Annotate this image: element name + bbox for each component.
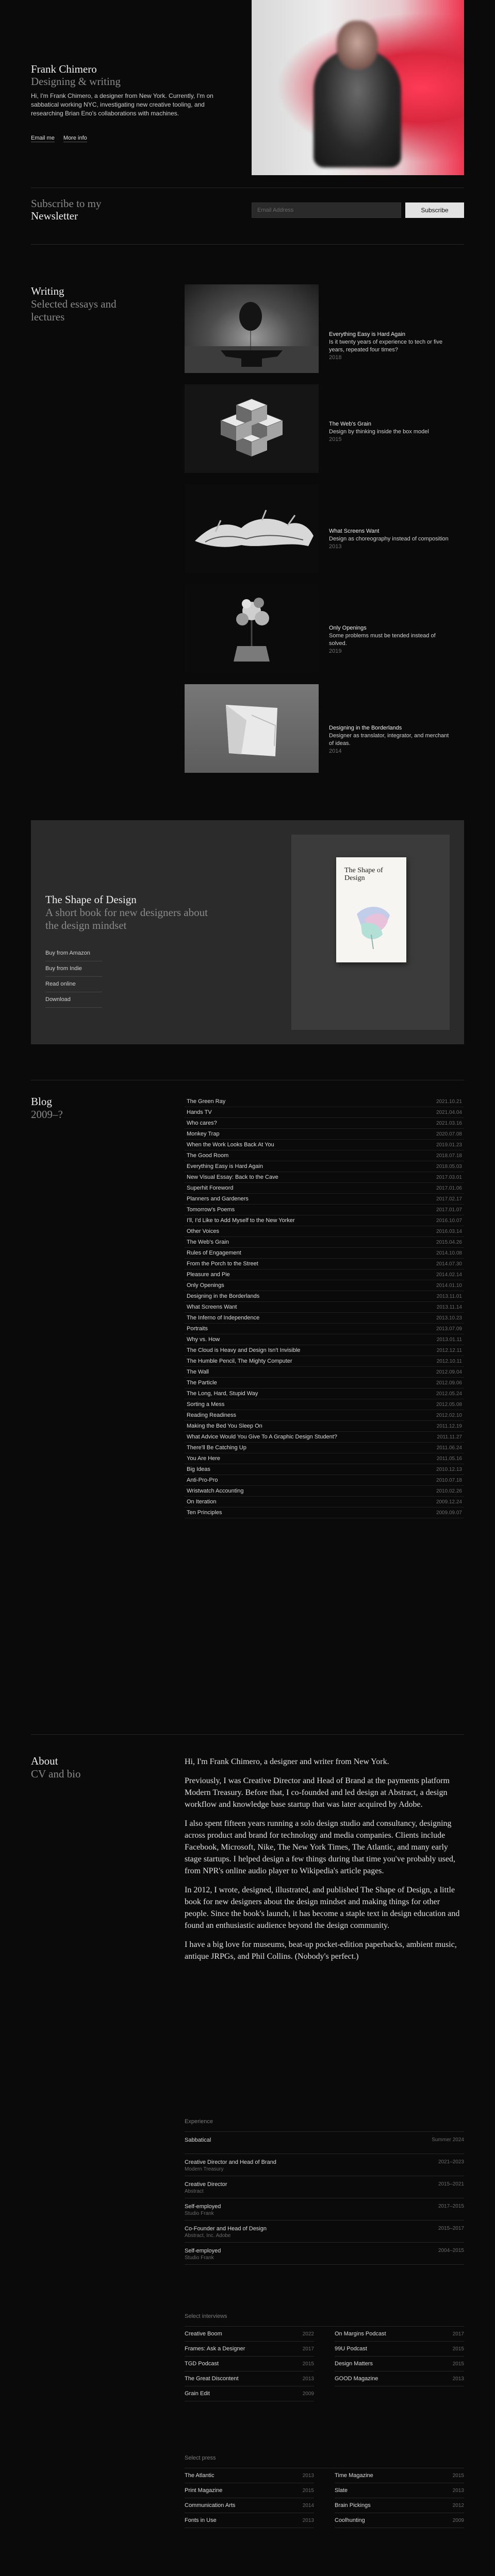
blog-post-title[interactable]: Why vs. How — [187, 1336, 220, 1343]
book-links — [45, 946, 102, 1008]
blog-post-row[interactable] — [185, 1356, 464, 1367]
blog-post-title[interactable]: New Visual Essay: Back to the Cave — [187, 1174, 278, 1180]
buy-amazon-link[interactable]: Buy from Amazon — [45, 946, 102, 961]
essay-card[interactable] — [185, 584, 464, 673]
blog-post-title[interactable]: The Particle — [187, 1380, 217, 1386]
blog-post-title[interactable]: There'll Be Catching Up — [187, 1445, 246, 1451]
book-title: The Shape of Design — [45, 893, 137, 906]
interview-year: 2017 — [452, 2331, 464, 2337]
blog-post-row[interactable] — [185, 1129, 464, 1140]
blog-post-title[interactable]: The Humble Pencil, The Mighty Computer — [187, 1358, 292, 1364]
divider — [31, 1734, 464, 1735]
blog-post-date: 2019.01.23 — [436, 1142, 462, 1148]
blog-post-date: 2012.05.08 — [436, 1402, 462, 1408]
blog-post-row[interactable] — [185, 1432, 464, 1443]
blog-post-date: 2013.07.09 — [436, 1326, 462, 1332]
blog-post-title[interactable]: Superhit Foreword — [187, 1185, 234, 1191]
press-title[interactable]: Brain Pickings — [335, 2502, 371, 2509]
site-tagline: Designing & writing — [31, 75, 121, 88]
essay-desc: Design by thinking inside the box model — [329, 429, 429, 435]
about-heading — [31, 1755, 80, 1781]
blog-post-row[interactable] — [185, 1464, 464, 1475]
blog-post-date: 2017.03.01 — [436, 1175, 462, 1180]
experience-row — [185, 2132, 464, 2154]
press-list — [185, 2455, 464, 2528]
essay-year: 2018 — [329, 354, 342, 361]
blog-post-row[interactable] — [185, 1507, 464, 1518]
subscribe-button[interactable]: Subscribe — [405, 202, 464, 218]
blog-post-date: 2015.04.26 — [436, 1240, 462, 1245]
essay-thumbnail — [185, 484, 319, 573]
essay-text — [329, 624, 453, 655]
blog-post-title[interactable]: Sorting a Mess — [187, 1401, 225, 1408]
experience-role: Self-employed — [185, 2204, 221, 2210]
interview-year: 2009 — [302, 2391, 314, 2397]
blog-post-date: 2009.12.24 — [436, 1499, 462, 1505]
blog-post-date: 2012.09.04 — [436, 1369, 462, 1375]
blog-post-date: 2012.05.24 — [436, 1391, 462, 1397]
essay-year: 2013 — [329, 544, 342, 550]
interview-title[interactable]: Creative Boom — [185, 2331, 222, 2337]
blog-post-row[interactable] — [185, 1183, 464, 1194]
blog-post-date: 2013.10.23 — [436, 1315, 462, 1321]
interview-item[interactable] — [185, 2327, 314, 2342]
blog-post-date: 2011.11.27 — [437, 1434, 462, 1440]
book-heading — [45, 893, 210, 932]
press-year: 2015 — [302, 2488, 314, 2494]
interview-year: 2015 — [452, 2346, 464, 2352]
experience-org: Abstract — [185, 2189, 204, 2194]
more-info-link[interactable]: More info — [63, 135, 87, 141]
about-bio — [185, 1756, 464, 1970]
blog-post-row[interactable] — [185, 1237, 464, 1248]
interviews-heading: Select interviews — [185, 2313, 464, 2327]
interview-year: 2017 — [302, 2346, 314, 2352]
blog-post-date: 2016.03.14 — [436, 1229, 462, 1234]
essay-thumbnail — [185, 284, 319, 373]
book-cover-title: The Shape of Design — [344, 867, 383, 882]
press-item[interactable] — [335, 2513, 464, 2528]
email-link[interactable]: Email me — [31, 135, 55, 141]
blog-post-title[interactable]: Pleasure and Pie — [187, 1272, 230, 1278]
blog-post-date: 2014.01.10 — [436, 1283, 462, 1289]
blog-post-date: 2017.01.07 — [436, 1207, 462, 1213]
experience-org: Abstract, Inc. Adobe — [185, 2233, 231, 2239]
blog-post-date: 2011.05.16 — [436, 1456, 462, 1462]
about-paragraph: I have a big love for museums, beat-up pocket-edition paperbacks, ambient music, antique JRPGs, and Phil Collins. (Nobody's perfect.) — [185, 1940, 457, 1961]
about-subtitle: CV and bio — [31, 1768, 81, 1780]
blog-post-row[interactable] — [185, 1453, 464, 1464]
press-year: 2015 — [452, 2473, 464, 2479]
blog-post-row[interactable] — [185, 1399, 464, 1410]
experience-row — [185, 2198, 464, 2221]
experience-row — [185, 2243, 464, 2265]
press-item[interactable] — [185, 2513, 314, 2528]
blog-post-row[interactable] — [185, 1313, 464, 1324]
divider — [31, 244, 464, 245]
experience-org: Studio Frank — [185, 2255, 214, 2261]
blog-post-date: 2014.02.14 — [436, 1272, 462, 1278]
about-paragraph: I also spent fifteen years running a solo design studio and consultancy, designing across product and brand for technology and media companies. Clients include Facebook, Microsoft, Nike, The New York Times, The Atlantic, and many early stage startups. I helped design a few things during that time you've probably used, from NPR's online audio player to Wikipedia's article pages. — [185, 1819, 455, 1875]
press-title[interactable]: Print Magazine — [185, 2487, 223, 2494]
blog-post-row[interactable] — [185, 1107, 464, 1118]
blog-post-title[interactable]: Rules of Engagement — [187, 1250, 241, 1256]
blog-post-date: 2021.10.21 — [436, 1099, 462, 1105]
experience-years: 2017–2015 — [438, 2204, 464, 2209]
blog-post-title[interactable]: Everything Easy is Hard Again — [187, 1163, 263, 1170]
essay-title[interactable]: Everything Easy is Hard Again — [329, 331, 405, 337]
essay-thumbnail — [185, 384, 319, 473]
blog-post-row[interactable] — [185, 1205, 464, 1215]
press-heading: Select press — [185, 2455, 464, 2468]
experience-years: Summer 2024 — [432, 2137, 464, 2143]
blog-post-row[interactable] — [185, 1302, 464, 1313]
blog-subtitle: 2009–? — [31, 1108, 63, 1121]
blog-post-date: 2016.10.07 — [436, 1218, 462, 1224]
press-item[interactable] — [185, 2498, 314, 2513]
newsletter-subtitle: Newsletter — [31, 210, 78, 222]
interview-item[interactable] — [185, 2371, 314, 2386]
blog-post-row[interactable] — [185, 1226, 464, 1237]
blog-post-title[interactable]: Big Ideas — [187, 1466, 210, 1472]
press-title[interactable]: Fonts in Use — [185, 2517, 217, 2523]
blog-post-title[interactable]: Who cares? — [187, 1120, 217, 1126]
essay-text — [329, 420, 453, 444]
essay-title[interactable]: The Web's Grain — [329, 421, 371, 427]
read-online-link[interactable]: Read online — [45, 977, 102, 992]
blog-post-title[interactable]: Tomorrow's Poems — [187, 1207, 235, 1213]
blog-post-title[interactable]: Ten Principles — [187, 1510, 222, 1516]
experience-org: Modern Treasury — [185, 2166, 224, 2172]
interview-title[interactable]: TGD Podcast — [185, 2361, 219, 2367]
blog-post-date: 2011.12.19 — [436, 1423, 462, 1429]
experience-role: Co-Founder and Head of Design — [185, 2226, 267, 2232]
press-item[interactable] — [185, 2468, 314, 2483]
interview-title[interactable]: On Margins Podcast — [335, 2331, 386, 2337]
blog-post-title[interactable]: Anti-Pro-Pro — [187, 1477, 218, 1483]
blog-post-title[interactable]: Hands TV — [187, 1109, 212, 1115]
blog-post-row[interactable] — [185, 1378, 464, 1388]
interview-title[interactable]: 99U Podcast — [335, 2346, 367, 2352]
blog-post-title[interactable]: The Inferno of Independence — [187, 1315, 260, 1321]
blog-post-date: 2009.09.07 — [436, 1510, 462, 1516]
experience-role: Self-employed — [185, 2248, 221, 2254]
about-paragraph: In 2012, I wrote, designed, illustrated, and published The Shape of Design, a little book for new designers about the design mindset and making things for other people. Since the book's launch, it has become a staple text in design education and found an enthusiastic audience beyond the design community. — [185, 1886, 460, 1930]
about-paragraph: Hi, I'm Frank Chimero, a designer and writer from New York. — [185, 1757, 389, 1766]
essay-desc: Some problems must be tended instead of solved. — [329, 633, 436, 647]
essay-text — [329, 528, 453, 551]
press-title[interactable]: Communication Arts — [185, 2502, 236, 2509]
blog-post-title[interactable]: Planners and Gardeners — [187, 1196, 249, 1202]
blog-post-date: 2018.07.18 — [436, 1153, 462, 1159]
blog-post-date: 2013.11.01 — [436, 1294, 462, 1299]
about-title: About — [31, 1755, 58, 1767]
essay-card[interactable] — [185, 684, 464, 773]
blog-post-date: 2013.01.11 — [436, 1337, 462, 1343]
blog-post-date: 2014.10.08 — [436, 1250, 462, 1256]
experience-years: 2015–2021 — [438, 2181, 464, 2187]
blog-post-title[interactable]: The Cloud is Heavy and Design Isn't Invisible — [187, 1347, 301, 1353]
blog-post-date: 2021.03.16 — [436, 1121, 462, 1126]
blog-post-title[interactable]: Monkey Trap — [187, 1131, 220, 1137]
experience-role: Creative Director and Head of Brand — [185, 2159, 276, 2165]
essay-thumbnail — [185, 684, 319, 773]
blog-post-title[interactable]: What Advice Would You Give To A Graphic Design Student? — [187, 1434, 337, 1440]
interview-item[interactable] — [335, 2357, 464, 2371]
press-year: 2012 — [452, 2503, 464, 2509]
site-name[interactable]: Frank Chimero — [31, 63, 97, 75]
blog-post-row[interactable] — [185, 1475, 464, 1486]
blog-post-row[interactable] — [185, 1443, 464, 1453]
blog-post-title[interactable]: Reading Readiness — [187, 1412, 237, 1418]
interview-title[interactable]: Design Matters — [335, 2361, 373, 2367]
blog-post-row[interactable] — [185, 1215, 464, 1226]
interview-item[interactable] — [185, 2342, 314, 2357]
blog-post-date: 2011.06.24 — [436, 1445, 462, 1451]
blog-heading — [31, 1095, 63, 1121]
about-paragraph: Previously, I was Creative Director and Head of Brand at the payments platform Modern Treasury. Before that, I co-founded and led design at Abstract, a design workflow and knowledge base startup that was later acquired by Adobe. — [185, 1776, 450, 1809]
blog-post-title[interactable]: The Web's Grain — [187, 1239, 229, 1245]
blog-post-date: 2010.12.13 — [436, 1467, 462, 1472]
interview-item[interactable] — [335, 2371, 464, 2386]
writing-title: Writing — [31, 285, 64, 297]
blog-post-title[interactable]: The Green Ray — [187, 1098, 226, 1105]
essay-text — [329, 331, 453, 362]
press-item[interactable] — [335, 2498, 464, 2513]
press-title[interactable]: Time Magazine — [335, 2472, 373, 2479]
experience-row — [185, 2221, 464, 2243]
press-title[interactable]: Slate — [335, 2487, 348, 2494]
blog-post-date: 2021.04.04 — [436, 1110, 462, 1115]
blog-post-date: 2010.02.26 — [436, 1488, 462, 1494]
blog-post-list — [185, 1096, 464, 1518]
blog-post-title[interactable]: Other Voices — [187, 1228, 219, 1234]
blog-post-title[interactable]: The Wall — [187, 1369, 209, 1375]
press-year: 2009 — [452, 2518, 464, 2523]
intro-bio: Hi, I'm Frank Chimero, a designer from New York. Currently, I'm on sabbatical working NYC, investigating new creative tooling, and researching Brian Eno's collaborations with machines. — [31, 92, 213, 117]
essay-thumbnail — [185, 584, 319, 673]
interview-title[interactable]: Frames: Ask a Designer — [185, 2346, 245, 2352]
blog-post-title[interactable]: The Good Room — [187, 1153, 229, 1159]
experience-years: 2015–2017 — [438, 2226, 464, 2231]
blog-post-row[interactable] — [185, 1096, 464, 1107]
blog-post-row[interactable] — [185, 1410, 464, 1421]
essay-desc: Design as choreography instead of composition — [329, 536, 449, 542]
experience-role: Creative Director — [185, 2181, 227, 2188]
blog-post-title[interactable]: Designing in the Borderlands — [187, 1293, 260, 1299]
blog-post-row[interactable] — [185, 1421, 464, 1432]
blog-post-row[interactable] — [185, 1194, 464, 1205]
essay-title[interactable]: Only Openings — [329, 625, 367, 631]
interview-year: 2015 — [302, 2361, 314, 2367]
blog-post-title[interactable]: Wristwatch Accounting — [187, 1488, 244, 1494]
blog-post-title[interactable]: The Long, Hard, Stupid Way — [187, 1391, 258, 1397]
experience-years: 2004–2015 — [438, 2248, 464, 2253]
blog-post-title[interactable]: From the Porch to the Street — [187, 1261, 258, 1267]
press-year: 2013 — [302, 2473, 314, 2479]
blog-post-date: 2014.07.30 — [436, 1261, 462, 1267]
interview-item[interactable] — [335, 2342, 464, 2357]
essay-year: 2015 — [329, 436, 342, 443]
blog-post-row[interactable] — [185, 1280, 464, 1291]
blog-post-row[interactable] — [185, 1497, 464, 1507]
essay-card[interactable] — [185, 484, 464, 573]
blog-post-title[interactable]: What Screens Want — [187, 1304, 237, 1310]
download-link[interactable]: Download — [45, 992, 102, 1008]
blog-post-date: 2017.01.06 — [436, 1185, 462, 1191]
blog-post-row[interactable] — [185, 1259, 464, 1269]
blog-post-title[interactable]: You Are Here — [187, 1455, 221, 1462]
blog-post-row[interactable] — [185, 1486, 464, 1497]
interview-item[interactable] — [185, 2386, 314, 2401]
newsletter-section — [31, 196, 464, 227]
interview-title[interactable]: Grain Edit — [185, 2391, 210, 2397]
book-promo — [31, 820, 464, 1044]
intro-links — [31, 135, 94, 141]
interview-item[interactable] — [185, 2357, 314, 2371]
experience-role: Sabbatical — [185, 2137, 211, 2143]
interviews-list — [185, 2313, 464, 2401]
portrait-photo — [252, 0, 464, 175]
blog-post-date: 2012.02.10 — [436, 1413, 462, 1418]
essay-title[interactable]: Designing in the Borderlands — [329, 725, 402, 731]
press-item[interactable] — [185, 2483, 314, 2498]
blog-post-title[interactable]: Making the Bed You Sleep On — [187, 1423, 262, 1429]
press-year: 2013 — [452, 2488, 464, 2494]
interview-title[interactable]: The Great Discontent — [185, 2376, 239, 2382]
blog-post-row[interactable] — [185, 1345, 464, 1356]
blog-post-date: 2012.10.11 — [436, 1359, 462, 1364]
book-subtitle: A short book for new designers about the design mindset — [45, 906, 208, 931]
essay-card[interactable] — [185, 384, 464, 473]
blog-post-row[interactable] — [185, 1161, 464, 1172]
blog-post-title[interactable]: Portraits — [187, 1326, 208, 1332]
essay-year: 2019 — [329, 648, 342, 654]
blog-post-row[interactable] — [185, 1150, 464, 1161]
interview-item[interactable] — [335, 2327, 464, 2342]
press-title[interactable]: The Atlantic — [185, 2472, 214, 2479]
blog-post-row[interactable] — [185, 1334, 464, 1345]
experience-years: 2021–2023 — [438, 2159, 464, 2165]
interview-title[interactable]: GOOD Magazine — [335, 2376, 378, 2382]
interview-year: 2022 — [302, 2331, 314, 2337]
buy-indie-link[interactable]: Buy from Indie — [45, 961, 102, 977]
experience-heading: Experience — [185, 2119, 464, 2132]
blog-post-date: 2018.05.03 — [436, 1164, 462, 1170]
writing-subtitle: Selected essays and lectures — [31, 298, 117, 323]
blog-post-date: 2013.11.14 — [436, 1304, 462, 1310]
blog-post-row[interactable] — [185, 1269, 464, 1280]
press-year: 2013 — [302, 2518, 314, 2523]
blog-title: Blog — [31, 1095, 52, 1108]
blog-post-date: 2010.07.18 — [436, 1478, 462, 1483]
press-year: 2014 — [302, 2503, 314, 2509]
book-cover[interactable] — [336, 857, 406, 962]
press-title[interactable]: Coolhunting — [335, 2517, 365, 2523]
blog-post-row[interactable] — [185, 1248, 464, 1259]
blog-post-row[interactable] — [185, 1118, 464, 1129]
blog-post-row[interactable] — [185, 1388, 464, 1399]
blog-post-date: 2012.09.06 — [436, 1380, 462, 1386]
essay-card[interactable] — [185, 284, 464, 373]
blog-post-row[interactable] — [185, 1291, 464, 1302]
experience-row — [185, 2176, 464, 2198]
blog-post-date: 2020.07.08 — [436, 1131, 462, 1137]
blog-post-row[interactable] — [185, 1140, 464, 1150]
essay-desc: Designer as translator, integrator, and merchant of ideas. — [329, 733, 449, 747]
email-input[interactable] — [252, 202, 401, 218]
blog-post-title[interactable]: On Iteration — [187, 1499, 217, 1505]
blog-post-date: 2017.02.17 — [436, 1196, 462, 1202]
blog-post-title[interactable]: When the Work Looks Back At You — [187, 1142, 274, 1148]
experience-org: Studio Frank — [185, 2211, 214, 2216]
blog-post-title[interactable]: Only Openings — [187, 1282, 224, 1289]
essay-text — [329, 724, 453, 755]
blog-post-row[interactable] — [185, 1172, 464, 1183]
press-item[interactable] — [335, 2483, 464, 2498]
interview-year: 2013 — [302, 2376, 314, 2382]
blog-post-date: 2012.12.11 — [436, 1348, 462, 1353]
essay-year: 2014 — [329, 748, 342, 754]
newsletter-title: Subscribe to my — [31, 197, 102, 210]
press-item[interactable] — [335, 2468, 464, 2483]
experience-list — [185, 2119, 464, 2265]
essay-desc: Is it twenty years of experience to tech or five years, repeated four times? — [329, 339, 443, 353]
interview-year: 2015 — [452, 2361, 464, 2367]
experience-row — [185, 2154, 464, 2176]
blog-post-row[interactable] — [185, 1367, 464, 1378]
blog-post-title[interactable]: I'll, I'd Like to Add Myself to the New Yorker — [187, 1217, 295, 1224]
essay-title[interactable]: What Screens Want — [329, 528, 380, 534]
interview-year: 2013 — [452, 2376, 464, 2382]
blog-post-row[interactable] — [185, 1324, 464, 1334]
writing-heading — [31, 285, 134, 324]
